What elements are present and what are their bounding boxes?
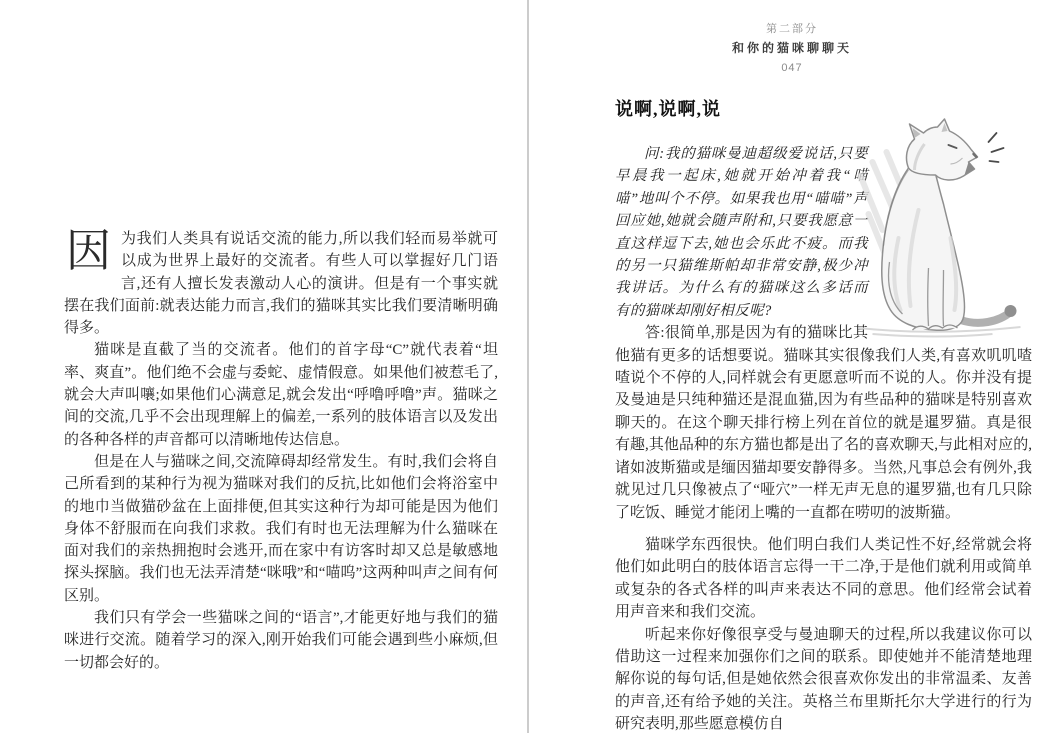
question-paragraph: 问:我的猫咪曼迪超级爱说话,只要早晨我一起床,她就开始冲着我“喵喵”地叫个不停。如果我也用“喵喵”声回应她,她就会随声附和,只要我愿意一直这样逗下去,她也会乐此不疲。而我的另一只猫维斯帕却非常安静,极少冲我讲话。为什么有的猫咪这么多话而有的猫咪却刚好相反呢? [615,146,868,319]
left-page [0,0,527,733]
body-paragraph: 我们只有学会一些猫咪之间的“语言”,才能更好地与我们的猫咪进行交流。随着学习的深入,刚开始我们可能会遇到些小麻烦,但一切都会好的。 [64,610,498,671]
paragraph-text: 为我们人类具有说话交流的能力,所以我们轻而易举就可以成为世界上最好的交流者。有些人可以掌握好几门语言,还有人擅长发表激动人心的演讲。但是有一个事实就摆在我们面前:就表达能力而言,我们的猫咪其实比我们要清晰明确得多。 [64,231,498,337]
cat-tail-tip [1005,305,1017,317]
page-number: 047 [781,62,803,74]
cat-tail [961,312,1011,323]
answer-paragraph: 听起来你好像很享受与曼迪聊天的过程,所以我建议你可以借助这一过程来加强你们之间的联系。即使她并不能清楚地理解你说的每句话,但是她依然会很喜欢你发出的非常温柔、友善的声音,还有给予她的关注。英格兰布里斯托尔大学进行的行为研究表明,那些愿意模仿自 [615,626,1032,733]
answer-paragraph: 答:很简单,那是因为有的猫咪比其他猫有更多的话想要说。猫咪其实很像我们人类,有喜欢叽叽喳喳说个不停的人,同样就会有更愿意听而不说的人。你并没有提及曼迪是只纯种猫还是混血猫,因为有些品种的猫咪是特别喜欢聊天的。在这个聊天排行榜上列在首位的就是暹罗猫。真是很有趣,其他品种的东方猫也都是出了名的喜欢聊天,与此相对应的,诸如波斯猫或是缅因猫却要安静得多。当然,凡事总会有例外,我就见过几只像被点了“哑穴”一样无声无息的暹罗猫,也有几只除了吃饭、睡觉才能闭上嘴的一直都在唠叨的波斯猫。 [615,325,1032,521]
drop-cap: 因 [66,226,112,276]
section-title: 说啊,说啊,说 [615,99,721,119]
qa-block [615,143,1032,736]
cat-illustration [880,118,1032,338]
part-label: 第二部分 [766,23,818,35]
body-paragraph: 猫咪是直截了当的交流者。他们的首字母“C”就代表着“坦率、爽直”。他们绝不会虚与委蛇、虚情假意。如果他们被惹毛了,就会大声叫嚷;如果他们心满意足,就会发出“呼噜呼噜”声。猫咪之间的交流,几乎不会出现理解上的偏差,一系列的肢体语言以及发出的各种各样的声音都可以清晰地传达信息。 [64,342,498,448]
answer-paragraph: 猫咪学东西很快。他们明白我们人类记性不好,经常就会将他们如此明白的肢体语言忘得一干二净,于是他们就利用或简单或复杂的各式各样的叫声来表达不同的意思。他们经常会试着用声音来和我们交流。 [615,536,1032,621]
body-paragraph: 但是在人与猫咪之间,交流障碍却经常发生。有时,我们会将自己所看到的某种行为视为猫咪对我们的反抗,比如他们会将浴室中的地巾当做猫砂盆在上面排便,但其实这种行为却可能是因为他们身体不舒服而在向我们求救。我们有时也无法理解为什么猫咪在面对我们的亲热拥抱时会逃开,而在家中有访客时却又总是敏感地探头探脑。我们也无法弄清楚“咪哦”和“喵呜”这两种叫声之间有何区别。 [64,453,498,604]
body-paragraph [64,228,498,339]
cat-sketch-svg [840,118,1040,340]
running-header [529,22,1055,75]
right-page [529,0,1055,733]
chapter-title: 和你的猫咪聊聊天 [731,41,852,55]
sound-marks [989,133,1004,162]
